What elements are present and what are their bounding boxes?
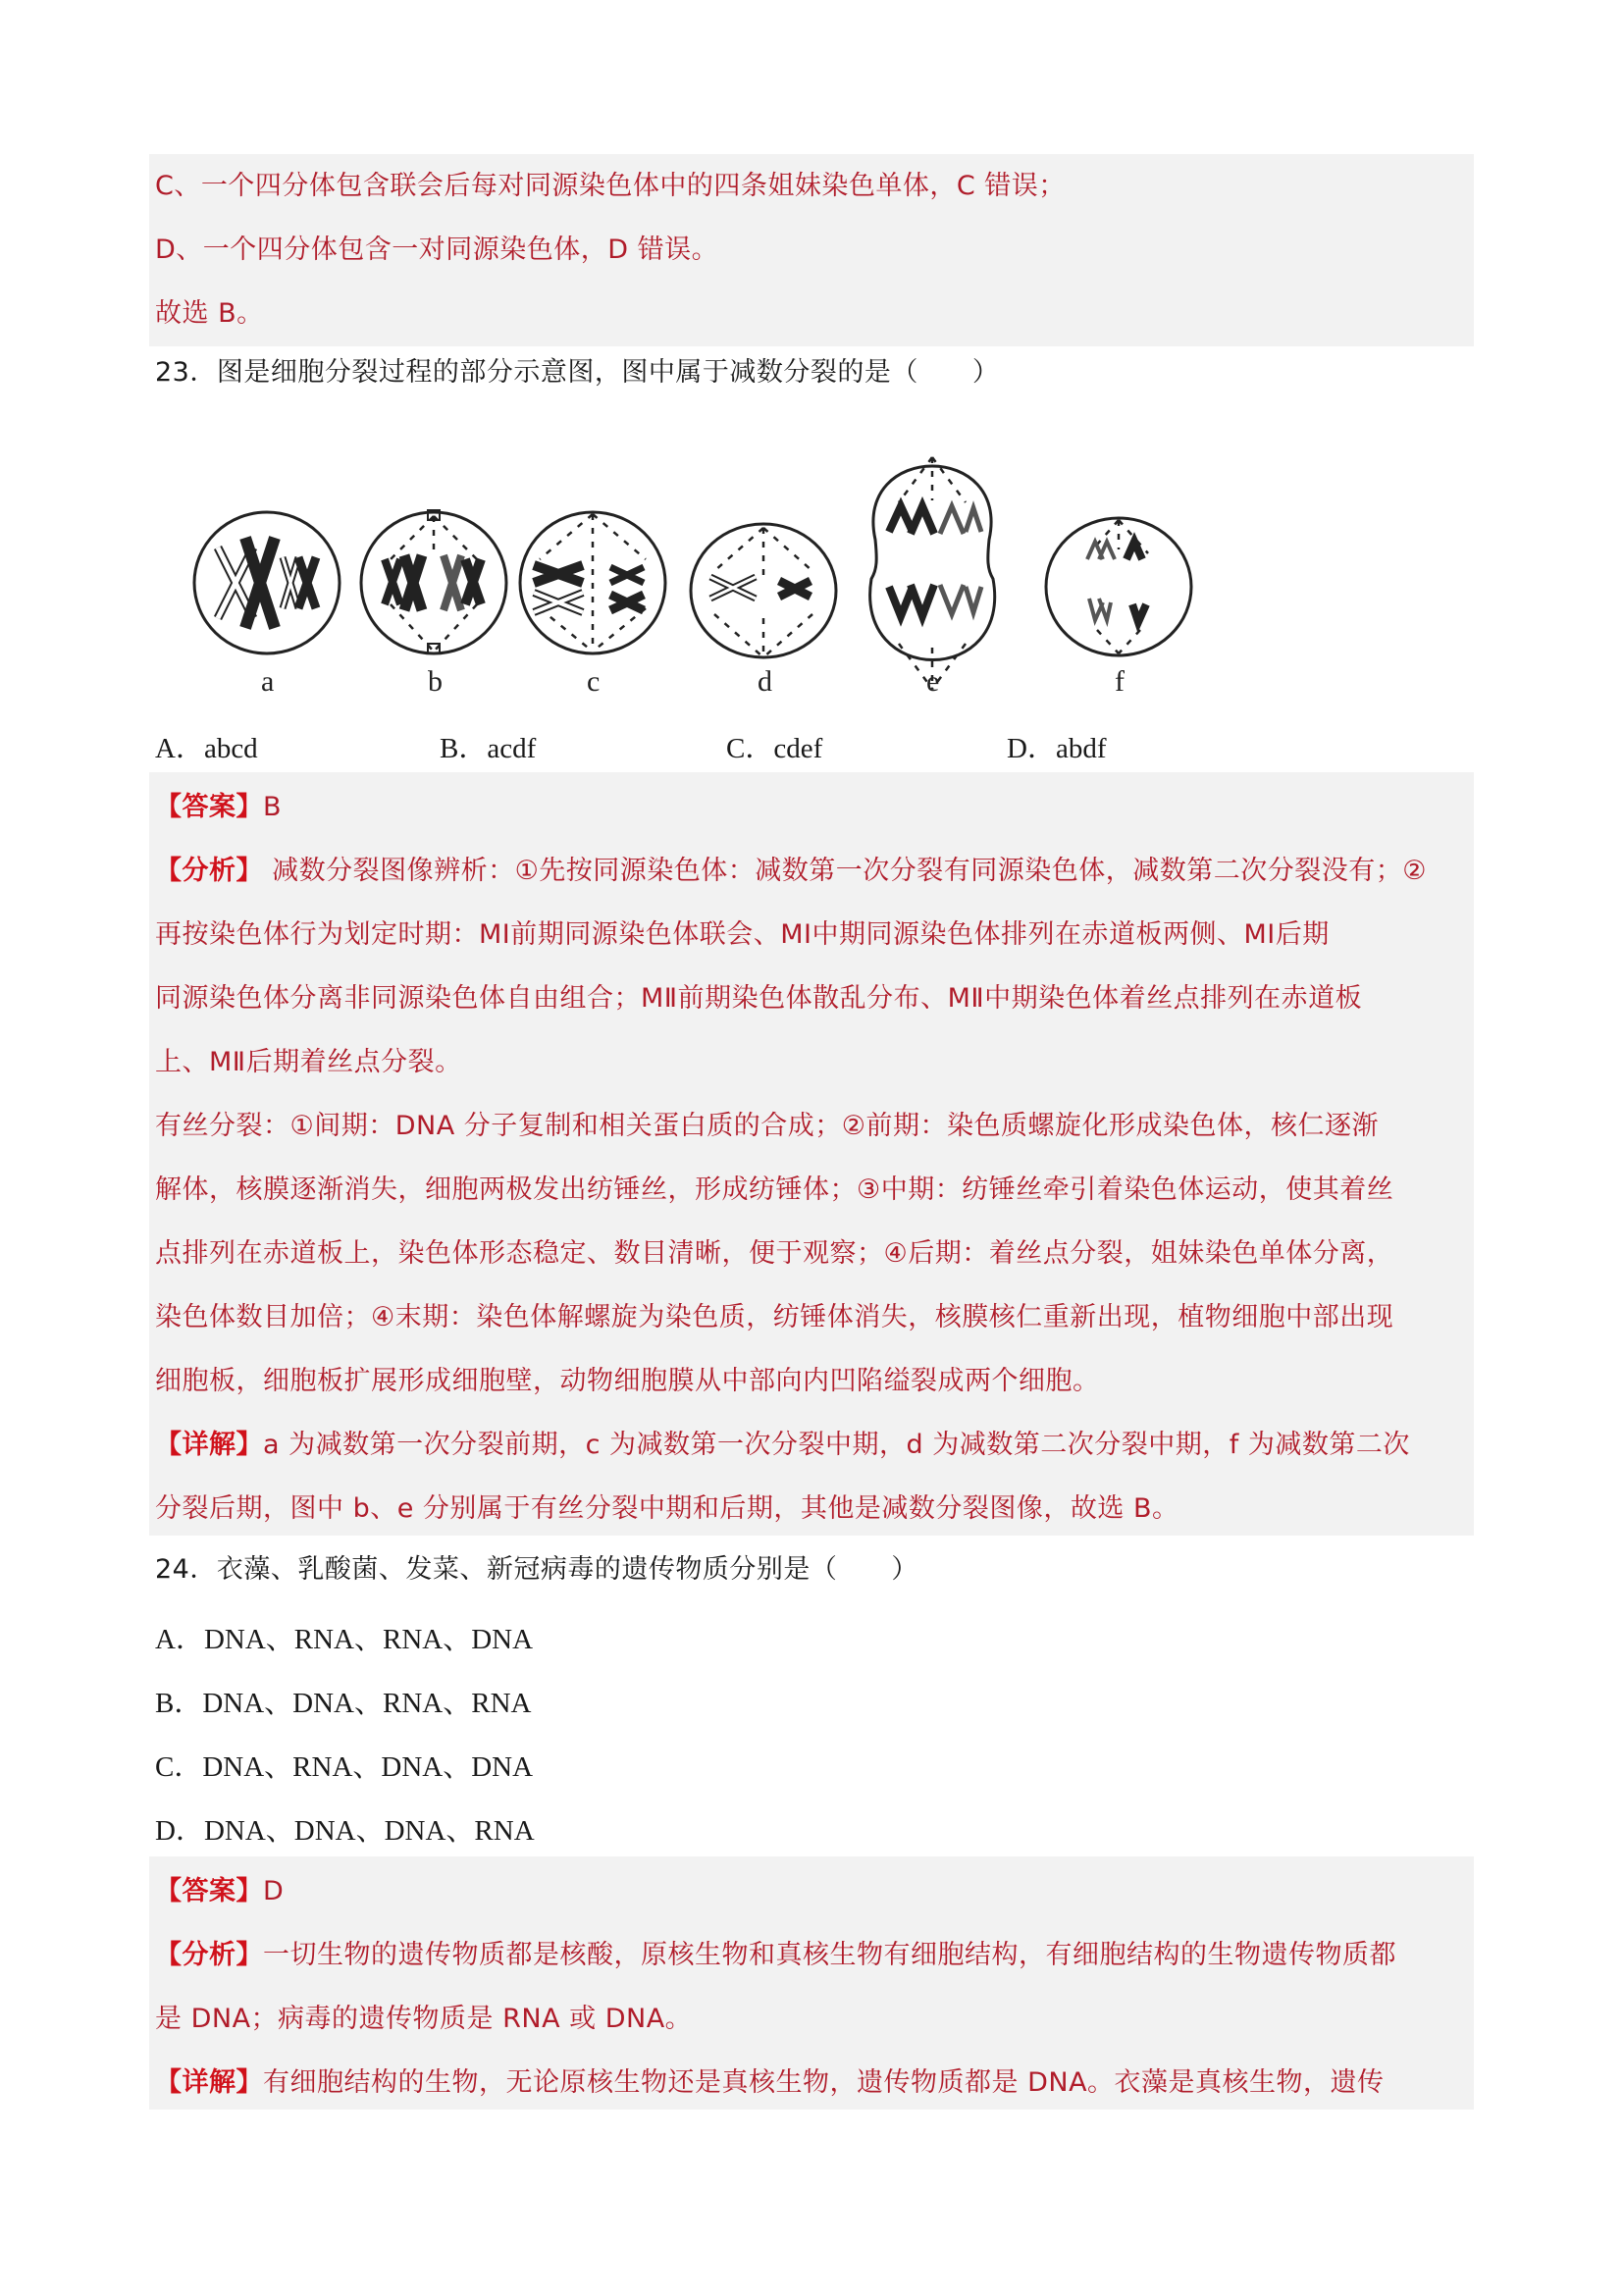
- q23-option-a[interactable]: A．abcd: [155, 733, 258, 764]
- chromosome-pair-a1: [218, 538, 275, 628]
- q24-stem: 24．衣藻、乳酸菌、发菜、新冠病毒的遗传物质分别是（ ）: [155, 1554, 918, 1585]
- q24-option-d[interactable]: D．DNA、DNA、DNA、RNA: [155, 1815, 535, 1847]
- spindle-fibers: [540, 514, 646, 652]
- answer-value: B: [263, 792, 283, 822]
- figure-label-b: b: [428, 665, 443, 698]
- answer-tag: 【答案】: [155, 792, 263, 822]
- analysis-text: 减数分裂图像辨析：①先按同源染色体：减数第一次分裂有同源染色体，减数第二次分裂没有；②: [263, 856, 1427, 886]
- cell-e: [870, 457, 995, 689]
- q23-stem: 23．图是细胞分裂过程的部分示意图，图中属于减数分裂的是（ ）: [155, 357, 1000, 388]
- detail-text: a 为减数第一次分裂前期，c 为减数第一次分裂中期，d 为减数第二次分裂中期，f 为减数第二次: [263, 1430, 1410, 1460]
- detail-text: 有细胞结构的生物，无论原核生物还是真核生物，遗传物质都是 DNA。衣藻是真核生物，遗传: [263, 2067, 1385, 2098]
- q24-answer: [155, 1874, 284, 1909]
- q24-option-b[interactable]: B．DNA、DNA、RNA、RNA: [155, 1688, 532, 1719]
- prev-answer-line: D、一个四分体包含一对同源染色体，D 错误。: [155, 235, 719, 265]
- q23-analysis-line: 染色体数目加倍；④末期：染色体解螺旋为染色质，纺锤体消失，核膜核仁重新出现，植物细胞中部出现: [155, 1302, 1394, 1332]
- q24-analysis-line: 是 DNA；病毒的遗传物质是 RNA 或 DNA。: [155, 2004, 693, 2034]
- q23-analysis-line: 解体，核膜逐渐消失，细胞两极发出纺锤丝，形成纺锤体；③中期：纺锤丝牵引着染色体运动，使其着丝: [155, 1174, 1394, 1205]
- q24-option-c[interactable]: C．DNA、RNA、DNA、DNA: [155, 1751, 534, 1783]
- figure-label-c: c: [587, 665, 601, 698]
- q23-analysis-line: 同源染色体分离非同源染色体自由组合；MⅡ前期染色体散乱分布、MⅡ中期染色体着丝点排列在赤道板: [155, 983, 1363, 1014]
- q23-option-d[interactable]: D．abdf: [1007, 733, 1107, 764]
- q23-detail-line: [155, 1428, 1410, 1463]
- q23-analysis-line: 上、MⅡ后期着丝点分裂。: [155, 1047, 462, 1077]
- prev-answer-line: 故选 B。: [155, 298, 264, 329]
- analysis-text: 一切生物的遗传物质都是核酸，原核生物和真核生物有细胞结构，有细胞结构的生物遗传物质都: [263, 1940, 1396, 1970]
- q23-detail-line: 分裂后期，图中 b、e 分别属于有丝分裂中期和后期，其他是减数分裂图像，故选 B。: [155, 1493, 1179, 1524]
- cell-a-membrane: [194, 512, 340, 653]
- q23-analysis-line: [155, 854, 1427, 889]
- cell-division-figure: [177, 412, 1276, 706]
- figure-label-e: e: [926, 665, 940, 698]
- answer-value: D: [263, 1876, 285, 1906]
- cell-f: [1046, 518, 1191, 655]
- q24-detail-line: [155, 2065, 1385, 2101]
- q23-analysis-line: 再按染色体行为划定时期：MⅠ前期同源染色体联会、MⅠ中期同源染色体排列在赤道板两侧、MⅠ后期: [155, 919, 1330, 950]
- figure-label-a: a: [261, 665, 275, 698]
- detail-tag: 【详解】: [155, 2067, 263, 2098]
- q24-option-a[interactable]: A．DNA、RNA、RNA、DNA: [155, 1624, 534, 1655]
- cell-d: [691, 524, 836, 657]
- analysis-tag: 【分析】: [155, 1940, 263, 1970]
- q23-answer: [155, 790, 282, 825]
- detail-tag: 【详解】: [155, 1430, 263, 1460]
- q23-analysis-line: 点排列在赤道板上，染色体形态稳定、数目清晰，便于观察；④后期：着丝点分裂，姐妹染色单体分离，: [155, 1238, 1394, 1269]
- figure-label-f: f: [1115, 665, 1125, 698]
- cell-e-membrane: [870, 466, 995, 660]
- figure-label-d: d: [758, 665, 772, 698]
- q23-analysis-line: 细胞板，细胞板扩展形成细胞壁，动物细胞膜从中部向内凹陷缢裂成两个细胞。: [155, 1366, 1100, 1396]
- answer-tag: 【答案】: [155, 1876, 263, 1906]
- cell-c: [520, 512, 665, 653]
- spindle-fibers: [1089, 520, 1148, 653]
- cell-b: [361, 510, 506, 653]
- analysis-tag: 【分析】: [155, 856, 263, 886]
- q23-analysis-line: 有丝分裂：①间期：DNA 分子复制和相关蛋白质的合成；②前期：染色质螺旋化形成染色体，核仁逐渐: [155, 1111, 1379, 1141]
- cell-a: [194, 512, 340, 653]
- chromosome-pair-a2: [283, 557, 316, 608]
- q23-option-c[interactable]: C．cdef: [726, 733, 823, 764]
- prev-answer-line: C、一个四分体包含联会后每对同源染色体中的四条姐妹染色单体，C 错误；: [155, 171, 1066, 201]
- q23-option-b[interactable]: B．acdf: [440, 733, 537, 764]
- spindle-fibers: [391, 516, 477, 652]
- q24-analysis-line: [155, 1938, 1396, 1973]
